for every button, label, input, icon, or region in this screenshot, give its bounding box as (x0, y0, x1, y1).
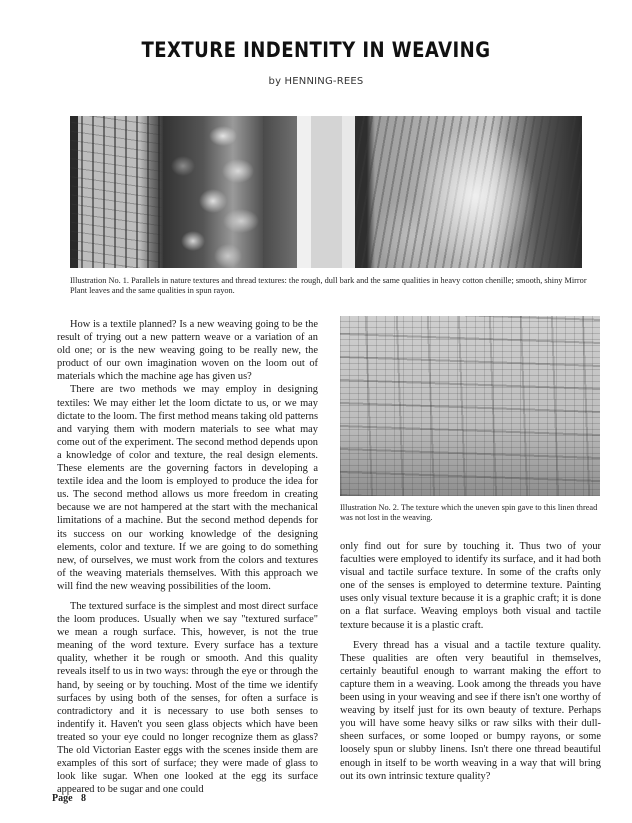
body-right-column (340, 540, 601, 783)
paragraph: Every thread has a visual and a tactile texture quality. These qualities are often very beautiful in themselves, certainly beautiful enough to warrant making the effort to capture them in a weaving. Look among the threads you have been using in your weaving and see if there isn't one worthy of weaving by itself just for its own beauty of texture. Perhaps you will have some heavy silks or raw silks with their dull-sheen surfaces, or some looped or bumpy rayons, or some loosely spun or slubby linens. Isn't there one thread beautiful enough in itself to be worth weaving in a way that will bring out its own intrinsic texture quality? (340, 639, 601, 782)
illustration-2-linen-weave-photo (340, 316, 600, 496)
illustration-1 (70, 116, 582, 268)
paragraph: only find out for sure by touching it. Thus two of your faculties were employed to identify its surface, and it had both visual and tactile surface texture. In some of the crafts only one of the senses is employed to determine texture. Painting uses only visual texture because it is a graphic craft; it is done on a flat surface. Weaving employs both visual and tactile texture because it is a plastic craft. (340, 541, 601, 631)
body-left-column (57, 318, 318, 796)
page-number: Page 8 (52, 793, 87, 804)
mirror-plant-leaves-photo (163, 116, 263, 268)
paragraph: There are two methods we may employ in designing textiles: We may either let the loom dictate to us, or we may dictate to the loom. The first method means taking old patterns and varying them with modern materials to see what may come out of the experiment. The second method depends upon a knowledge of color and texture, the real design elements. These elements are the governing factors in developing a textile idea and the loom is employed to produce the idea for us. The second method allows us more freedom in creating because we are not hampered at the start with the mechanical limitations of a machine. But the second method depends for its success on our working knowledge of the designing elements, color and texture. If we are going to do something new, of ourselves, we must work from the colors and textures of the weaving materials themselves. With this approach we will find the new weaving possibilities of the loom. (57, 384, 318, 592)
paragraph: How is a textile planned? Is a new weaving going to be the result of trying out a new pattern weave or a variation of an old one; or is the new weaving going to be really new, the product of our own imagination woven on the loom out of materials which the machine age has given us? (57, 319, 318, 383)
light-strip (297, 116, 356, 268)
article-byline: by HENNING-REES (268, 76, 364, 87)
paragraph: The textured surface is the simplest and most direct surface the loom produces. Usually when we say "textured surface" we mean a rough surface. This, however, is not the true meaning of the word texture. Every surface has a texture quality, whether it be rough or smooth. And this quality reveals itself to us in two ways: through the eye or through the hand, by seeing or by touching. Most of the time we identify surfaces by using both of the senses, for often a surface is contradictory and it is necessary to use both senses to indentify it. Haven't you seen glass objects which have been treated so your eye could no longer recognize them as glass? The old Victorian Easter eggs with the scenes inside them are examples of this sort of surface; they were made of glass to look like sugar. When one looked at the egg its surface appeared to be sugar and one could (57, 600, 318, 796)
bark-texture-photo (70, 116, 163, 268)
woven-thread-texture-photo (355, 116, 582, 268)
article-title: TEXTURE INDENTITY IN WEAVING (141, 38, 491, 62)
illustration-2-caption: Illustration No. 2. The texture which the uneven spin gave to this linen thread was not lost in the weaving. (340, 503, 598, 522)
dark-strip (263, 116, 297, 268)
illustration-1-caption: Illustration No. 1. Parallels in nature textures and thread textures: the rough, dull bark and the same qualities in heavy cotton chenille; smooth, shiny Mirror Plant leaves and the same qualities in spun rayon. (70, 276, 587, 295)
